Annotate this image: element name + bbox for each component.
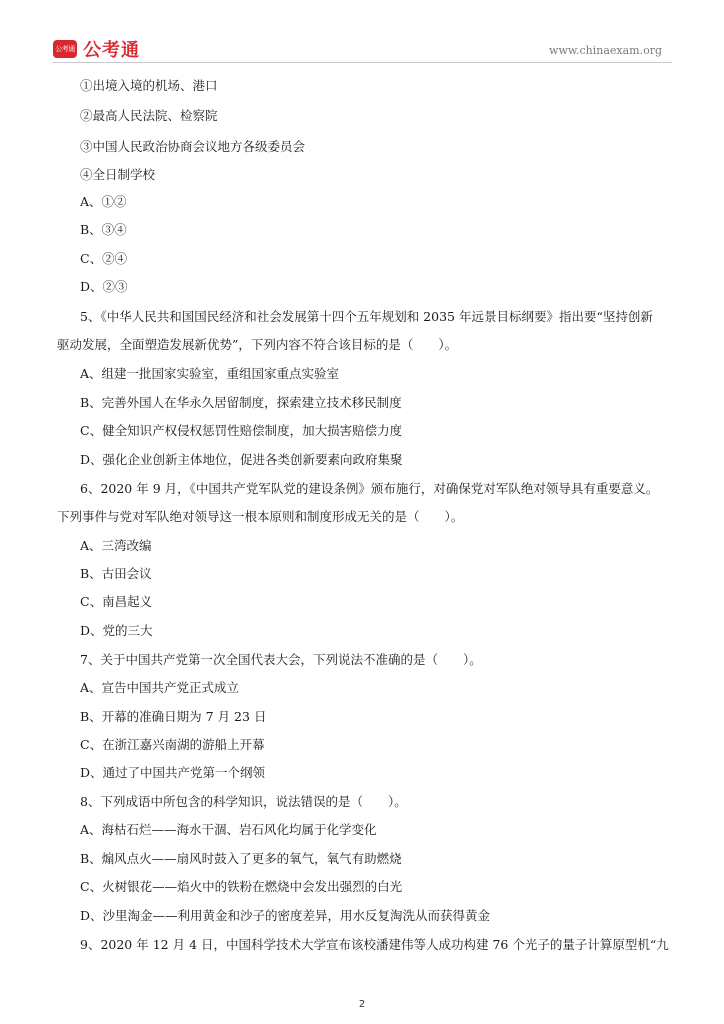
option-d: D、党的三大 — [80, 623, 153, 638]
option-b: B、③④ — [80, 222, 127, 237]
option-d: D、沙里淘金——利用黄金和沙子的密度差异，用水反复淘洗从而获得黄金 — [80, 908, 491, 923]
question-9: 9、2020 年 12 月 4 日，中国科学技术大学宣布该校潘建伟等人成功构建 76 个光子的量子计算原型机“九 — [80, 937, 669, 952]
statement-4: ④全日制学校 — [80, 167, 156, 182]
option-a: A、①② — [80, 194, 127, 209]
question-5-cont: 驱动发展，全面塑造发展新优势”，下列内容不符合该目标的是（ ）。 — [57, 337, 458, 352]
option-c: C、在浙江嘉兴南湖的游船上开幕 — [80, 737, 265, 752]
option-b: B、开幕的准确日期为 7 月 23 日 — [80, 709, 267, 724]
option-d: D、通过了中国共产党第一个纲领 — [80, 765, 266, 780]
option-a: A、三湾改编 — [80, 538, 152, 553]
question-8: 8、下列成语中所包含的科学知识，说法错误的是（ ）。 — [80, 794, 407, 809]
page-number: 2 — [358, 999, 366, 1010]
option-b: B、完善外国人在华永久居留制度，探索建立技术移民制度 — [80, 395, 402, 410]
site-url: www.chinaexam.org — [549, 44, 662, 57]
logo-badge: 公考通 — [53, 40, 77, 58]
option-d: D、②③ — [80, 279, 128, 294]
logo — [53, 36, 140, 62]
question-7: 7、关于中国共产党第一次全国代表大会，下列说法不准确的是（ ）。 — [80, 652, 482, 667]
header-divider — [53, 62, 672, 63]
option-c: C、火树银花——焰火中的铁粉在燃烧中会发出强烈的白光 — [80, 879, 403, 894]
option-a: A、组建一批国家实验室，重组国家重点实验室 — [80, 366, 340, 381]
logo-text: 公考通 — [83, 40, 140, 61]
option-a: A、海枯石烂——海水干涸、岩石风化均属于化学变化 — [80, 822, 377, 837]
option-a: A、宣告中国共产党正式成立 — [80, 680, 240, 695]
statement-1: ①出境入境的机场、港口 — [80, 78, 218, 93]
question-5: 5、《中华人民共和国国民经济和社会发展第十四个五年规划和 2035 年远景目标纲要》指出要“坚持创新 — [80, 309, 653, 324]
option-c: C、健全知识产权侵权惩罚性赔偿制度，加大损害赔偿力度 — [80, 423, 403, 438]
option-c: C、②④ — [80, 251, 128, 266]
option-b: B、古田会议 — [80, 566, 152, 581]
page-header — [0, 0, 724, 64]
question-6: 6、2020 年 9 月，《中国共产党军队党的建设条例》颁布施行，对确保党对军队绝对领导具有重要意义。 — [80, 481, 659, 496]
statement-3: ③中国人民政治协商会议地方各级委员会 — [80, 139, 306, 154]
option-d: D、强化企业创新主体地位，促进各类创新要素向政府集聚 — [80, 452, 403, 467]
option-c: C、南昌起义 — [80, 594, 153, 609]
option-b: B、煽风点火——扇风时鼓入了更多的氧气，氧气有助燃烧 — [80, 851, 402, 866]
question-6-cont: 下列事件与党对军队绝对领导这一根本原则和制度形成无关的是（ ）。 — [57, 509, 464, 524]
statement-2: ②最高人民法院、检察院 — [80, 108, 218, 123]
